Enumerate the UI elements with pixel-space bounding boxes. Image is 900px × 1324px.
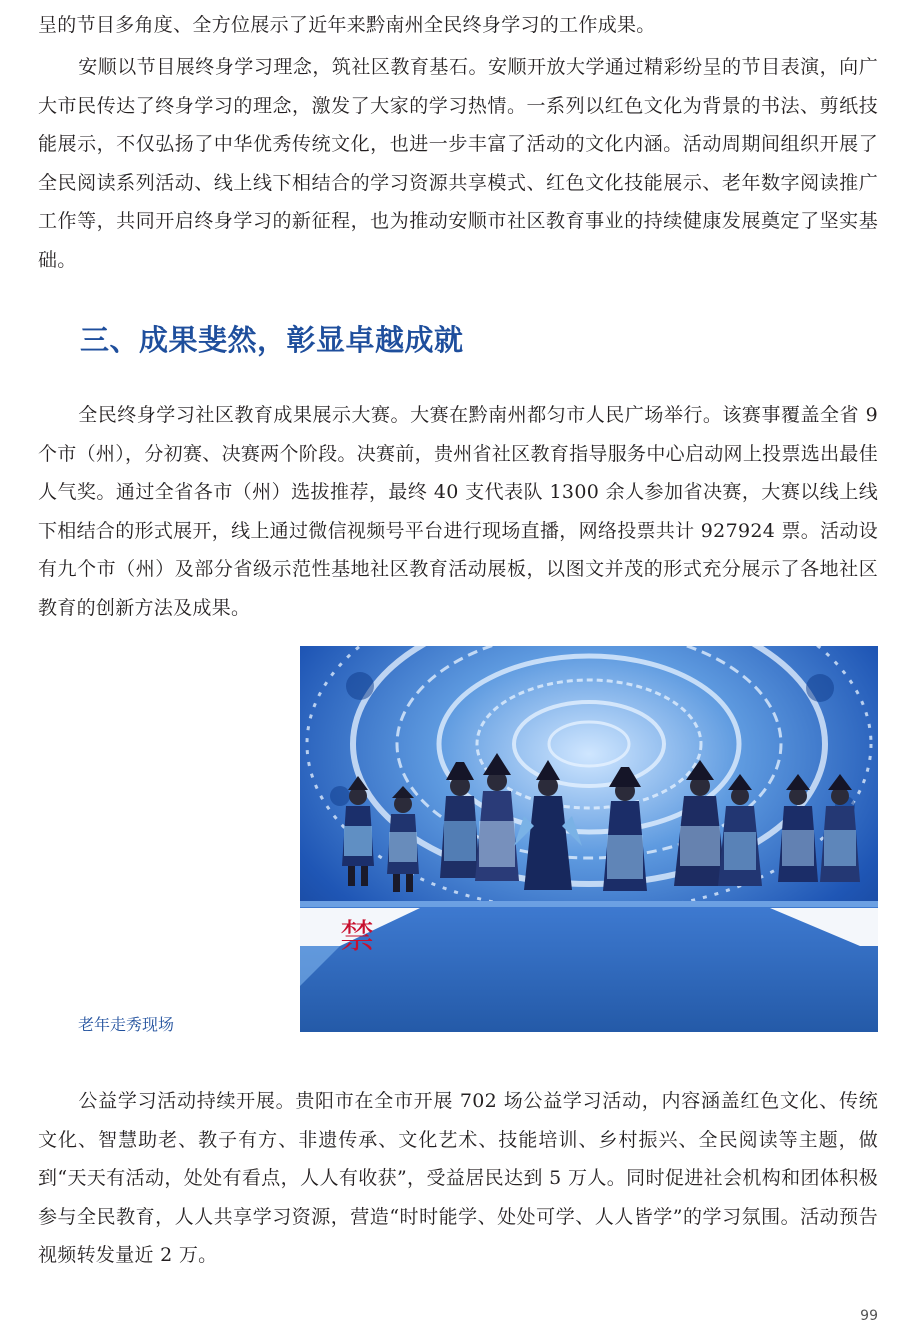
- paragraph-competition: [38, 396, 878, 627]
- paragraph-anshun: [38, 48, 878, 279]
- paragraph-text: 公益学习活动持续开展。贵阳市在全市开展 702 场公益学习活动，内容涵盖红色文化、传统文化、智慧助老、教子有方、非遗传承、文化艺术、技能培训、乡村振兴、全民阅读等主题，做到“天天有活动，处处有看点，人人有收获”，受益居民达到 5 万人。同时促进社会机构和团体积极参与全民教育，人人共享学习资源，营造“时时能学、处处可学、人人皆学”的学习氛围。活动预告视频转发量近 2 万。: [38, 1090, 878, 1266]
- paragraph-text: 全民终身学习社区教育成果展示大赛。大赛在黔南州都匀市人民广场举行。该赛事覆盖全省 9 个市（州），分初赛、决赛两个阶段。决赛前，贵州省社区教育指导服务中心启动网上投票选出最佳人气奖。通过全省各市（州）选拔推荐，最终 40 支代表队 1300 余人参加省决赛，大赛以线上线下相结合的形式展开，线上通过微信视频号平台进行现场直播，网络投票共计 927924 票。活动设有九个市（州）及部分省级示范性基地社区教育活动展板，以图文并茂的形式充分展示了各地社区教育的创新方法及成果。: [38, 404, 878, 619]
- paragraph-intro-continued: [38, 6, 878, 45]
- paragraph-text: 呈的节目多角度、全方位展示了近年来黔南州全民终身学习的工作成果。: [38, 14, 656, 36]
- fashion-show-photo: [300, 646, 878, 1032]
- page-number: 99: [860, 1308, 878, 1324]
- stage-sign-text: 禁: [340, 917, 374, 957]
- section-title: 三、成果斐然，彰显卓越成就: [80, 323, 464, 357]
- photo-caption: 老年走秀现场: [78, 1015, 175, 1034]
- paragraph-public-learning: [38, 1082, 878, 1275]
- paragraph-text: 安顺以节目展终身学习理念，筑社区教育基石。安顺开放大学通过精彩纷呈的节目表演，向广大市民传达了终身学习的理念，激发了大家的学习热情。一系列以红色文化为背景的书法、剪纸技能展示，不仅弘扬了中华优秀传统文化，也进一步丰富了活动的文化内涵。活动周期间组织开展了全民阅读系列活动、线上线下相结合的学习资源共享模式、红色文化技能展示、老年数字阅读推广工作等，共同开启终身学习的新征程，也为推动安顺市社区教育事业的持续健康发展奠定了坚实基础。: [38, 56, 878, 271]
